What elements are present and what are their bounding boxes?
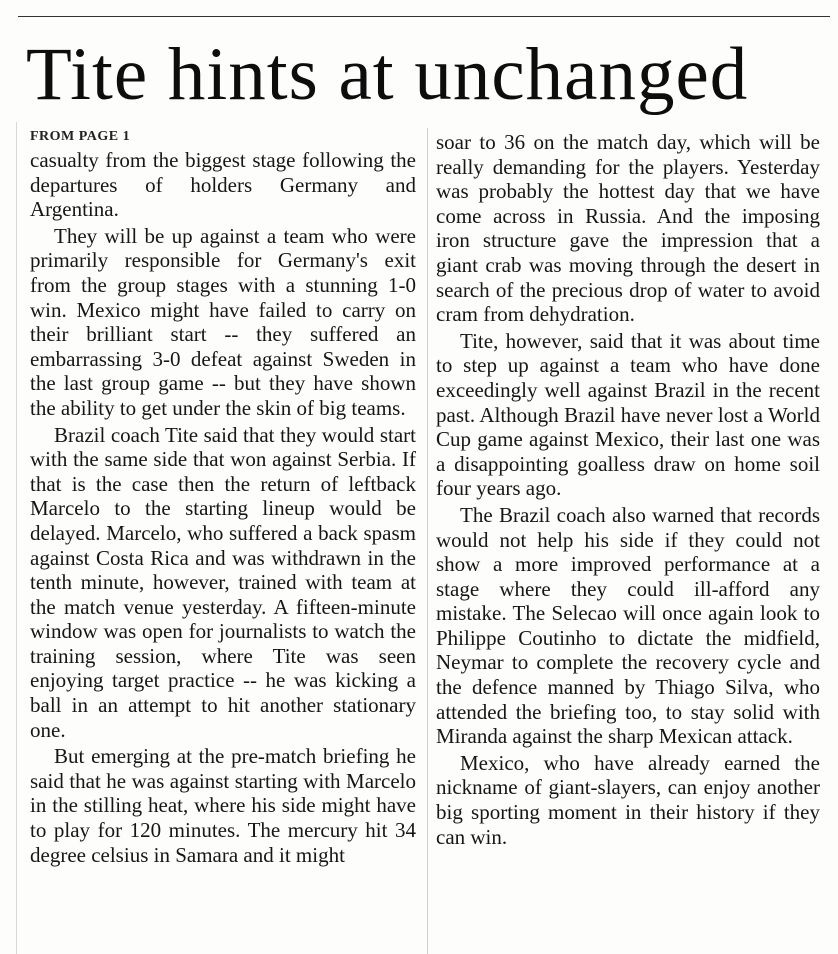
top-divider [18, 16, 830, 17]
article-column-left [30, 128, 416, 869]
paragraph: The Brazil coach also warned that records would not help his side if they could not show a more improved performance at a stage where they could ill-afford any mistake. The Selecao will once again look to Philippe Coutinho to dictate the midfield, Neymar to complete the recovery cycle and the defence manned by Thiago Silva, who attended the briefing too, to stay solid with Miranda against the sharp Mexican attack. [436, 502, 820, 749]
left-edge-line [16, 122, 17, 954]
paragraph: Brazil coach Tite said that they would start with the same side that won against Serbia. If that is the case then the return of leftback Marcelo to the starting lineup would be delayed. Marcelo, who suffered a back spasm against Costa Rica and was withdrawn in the tenth minute, however, trained with team at the match venue yesterday. A fifteen-minute window was open for journalists to watch the training session, where Tite was seen enjoying target practice -- he was kicking a ball in an attempt to hit another stationary one. [30, 422, 416, 742]
paragraph: Mexico, who have already earned the nickname of giant-slayers, can enjoy another big sporting moment in their history if they can win. [436, 750, 820, 849]
paragraph: They will be up against a team who were primarily responsible for Germany's exit from the group stages with a stunning 1-0 win. Mexico might have failed to carry on their brilliant start -- they suffered an embarrassing 3-0 defeat against Sweden in the last group game -- but they have shown the ability to get under the skin of big teams. [30, 223, 416, 420]
paragraph: casualty from the biggest stage following the departures of holders Germany and Argentina. [30, 148, 416, 222]
kicker: FROM PAGE 1 [30, 129, 131, 144]
article-column-right [436, 128, 820, 851]
paragraph: Tite, however, said that it was about time to step up against a team who have done exceedingly well against Brazil in the recent past. Although Brazil have never lost a World Cup game against Mexico, their last one was a disappointing goalless draw on home soil four years ago. [436, 328, 820, 501]
headline: Tite hints at unchanged [26, 33, 749, 116]
column-divider [427, 128, 428, 954]
paragraph: But emerging at the pre-match briefing he said that he was against starting with Marcelo in the stilling heat, where his side might have to play for 120 minutes. The mercury hit 34 degree celsius in Samara and it might [30, 744, 416, 867]
paragraph: soar to 36 on the match day, which will be really demanding for the players. Yesterday was probably the hottest day that we have come across in Russia. And the imposing iron structure gave the impression that a giant crab was moving through the desert in search of the precious drop of water to avoid cram from dehydration. [436, 130, 820, 327]
